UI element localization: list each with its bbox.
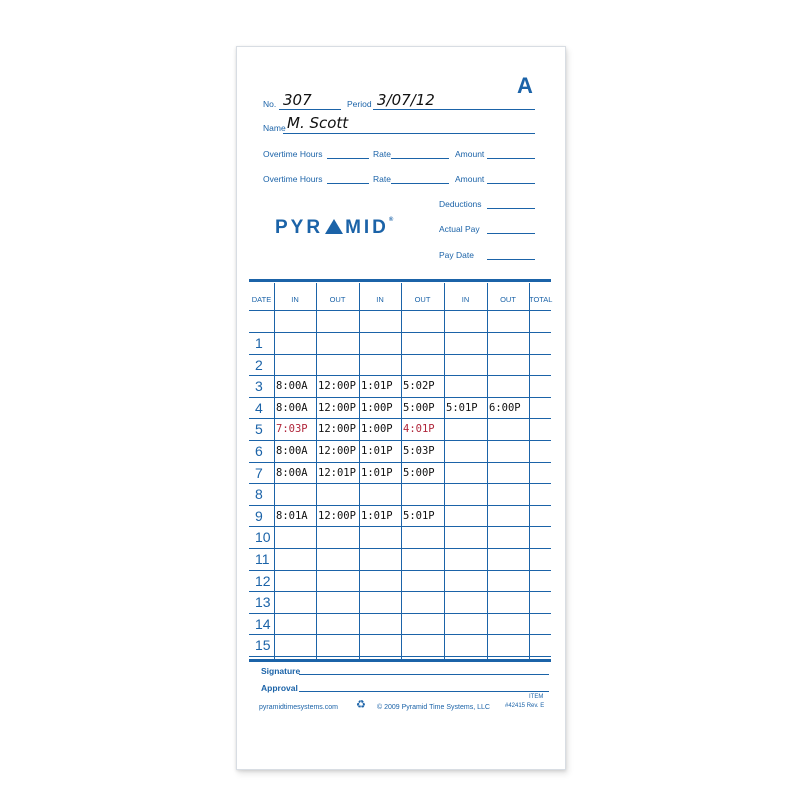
punch-time: 12:00P — [318, 402, 356, 414]
signature-label: Signature — [261, 666, 301, 676]
day-number: 3 — [255, 378, 263, 394]
name-value: M. Scott — [287, 114, 349, 132]
punch-time: 6:00P — [489, 402, 521, 414]
day-number: 6 — [255, 443, 263, 459]
row-divider — [249, 462, 551, 463]
column-header: TOTAL — [529, 295, 553, 304]
punch-time: 8:00A — [276, 445, 308, 457]
punch-time: 8:00A — [276, 402, 308, 414]
row-divider — [249, 418, 551, 419]
period-line — [373, 109, 535, 110]
trademark-symbol: ® — [388, 217, 394, 223]
day-number: 5 — [255, 421, 263, 437]
no-line — [279, 109, 341, 110]
punch-time: 1:01P — [361, 467, 393, 479]
period-value: 3/07/12 — [377, 91, 435, 109]
row-divider — [249, 613, 551, 614]
row-divider — [249, 332, 551, 333]
row-divider — [249, 440, 551, 441]
amount-label-1: Amount — [455, 149, 485, 159]
actual-pay-line — [487, 233, 535, 234]
overtime-line-1 — [327, 158, 369, 159]
item-label: ITEM — [529, 694, 544, 700]
row-divider — [249, 548, 551, 549]
punch-time: 12:00P — [318, 380, 356, 392]
website-text: pyramidtimesystems.com — [259, 704, 338, 711]
punch-time: 5:00P — [403, 402, 435, 414]
table-top-rule — [249, 279, 551, 282]
overtime-line-2 — [327, 183, 369, 184]
day-number: 2 — [255, 357, 263, 373]
day-number: 8 — [255, 486, 263, 502]
rate-line-2 — [391, 183, 449, 184]
column-divider — [444, 283, 445, 659]
column-divider — [401, 283, 402, 659]
punch-time: 5:03P — [403, 445, 435, 457]
punch-time: 5:01P — [403, 510, 435, 522]
pyramid-logo — [275, 217, 393, 239]
punch-time: 5:02P — [403, 380, 435, 392]
table-bottom-rule — [249, 659, 551, 662]
rate-label-2: Rate — [373, 174, 391, 184]
card-letter: A — [517, 73, 533, 98]
punch-time: 5:01P — [446, 402, 478, 414]
punch-time: 1:00P — [361, 423, 393, 435]
day-number: 15 — [255, 637, 271, 653]
row-divider — [249, 397, 551, 398]
day-number: 13 — [255, 594, 271, 610]
row-divider — [249, 526, 551, 527]
row-divider — [249, 570, 551, 571]
row-divider — [249, 483, 551, 484]
item-code: #42415 Rev. E — [505, 703, 545, 709]
day-number: 11 — [255, 551, 270, 567]
rate-label-1: Rate — [373, 149, 391, 159]
copyright-text: © 2009 Pyramid Time Systems, LLC — [377, 704, 490, 711]
punch-time: 12:00P — [318, 510, 356, 522]
no-label: No. — [263, 99, 277, 109]
punch-time: 12:01P — [318, 467, 356, 479]
column-header: IN — [376, 295, 384, 304]
day-number: 14 — [255, 616, 271, 632]
name-label: Name — [263, 123, 286, 133]
punch-time: 12:00P — [318, 445, 356, 457]
punch-time: 1:01P — [361, 380, 393, 392]
rate-line-1 — [391, 158, 449, 159]
pay-date-line — [487, 259, 535, 260]
recycle-icon: ♻ — [356, 699, 366, 711]
amount-label-2: Amount — [455, 174, 485, 184]
overtime-label-2: Overtime Hours — [263, 174, 323, 184]
no-value: 307 — [283, 91, 312, 109]
day-number: 7 — [255, 465, 263, 481]
punch-time: 5:00P — [403, 467, 435, 479]
approval-label: Approval — [261, 683, 298, 693]
amount-line-1 — [487, 158, 535, 159]
amount-line-2 — [487, 183, 535, 184]
punch-time: 8:00A — [276, 467, 308, 479]
day-number: 1 — [255, 335, 263, 351]
name-line — [283, 133, 535, 134]
punch-time: 7:03P — [276, 423, 308, 435]
column-divider — [274, 283, 275, 659]
column-divider — [487, 283, 488, 659]
row-divider — [249, 634, 551, 635]
punch-time: 8:01A — [276, 510, 308, 522]
row-divider — [249, 354, 551, 355]
time-card — [236, 46, 566, 770]
deductions-label: Deductions — [439, 199, 482, 209]
column-divider — [529, 283, 530, 659]
column-divider — [316, 283, 317, 659]
logo-text-right: MID — [345, 217, 389, 238]
punch-time: 12:00P — [318, 423, 356, 435]
approval-line — [299, 691, 549, 692]
column-header: OUT — [500, 295, 516, 304]
deductions-line — [487, 208, 535, 209]
punch-time: 1:00P — [361, 402, 393, 414]
row-divider — [249, 656, 551, 657]
period-label: Period — [347, 99, 372, 109]
punch-time: 1:01P — [361, 510, 393, 522]
header-divider — [249, 310, 551, 311]
row-divider — [249, 591, 551, 592]
day-number: 9 — [255, 508, 263, 524]
day-number: 12 — [255, 573, 271, 589]
actual-pay-label: Actual Pay — [439, 224, 480, 234]
column-header: OUT — [329, 295, 346, 304]
column-header: IN — [461, 295, 470, 304]
column-header: IN — [291, 295, 299, 304]
column-divider — [359, 283, 360, 659]
logo-text-left: PYR — [275, 217, 324, 238]
overtime-label-1: Overtime Hours — [263, 149, 323, 159]
column-header: DATE — [251, 295, 272, 304]
column-header: OUT — [414, 295, 431, 304]
punch-time: 1:01P — [361, 445, 393, 457]
punch-time: 4:01P — [403, 423, 435, 435]
pyramid-triangle-icon — [325, 219, 343, 234]
signature-line — [299, 674, 549, 675]
row-divider — [249, 505, 551, 506]
day-number: 4 — [255, 400, 263, 416]
day-number: 10 — [255, 529, 271, 545]
pay-date-label: Pay Date — [439, 250, 474, 260]
punch-time: 8:00A — [276, 380, 308, 392]
row-divider — [249, 375, 551, 376]
